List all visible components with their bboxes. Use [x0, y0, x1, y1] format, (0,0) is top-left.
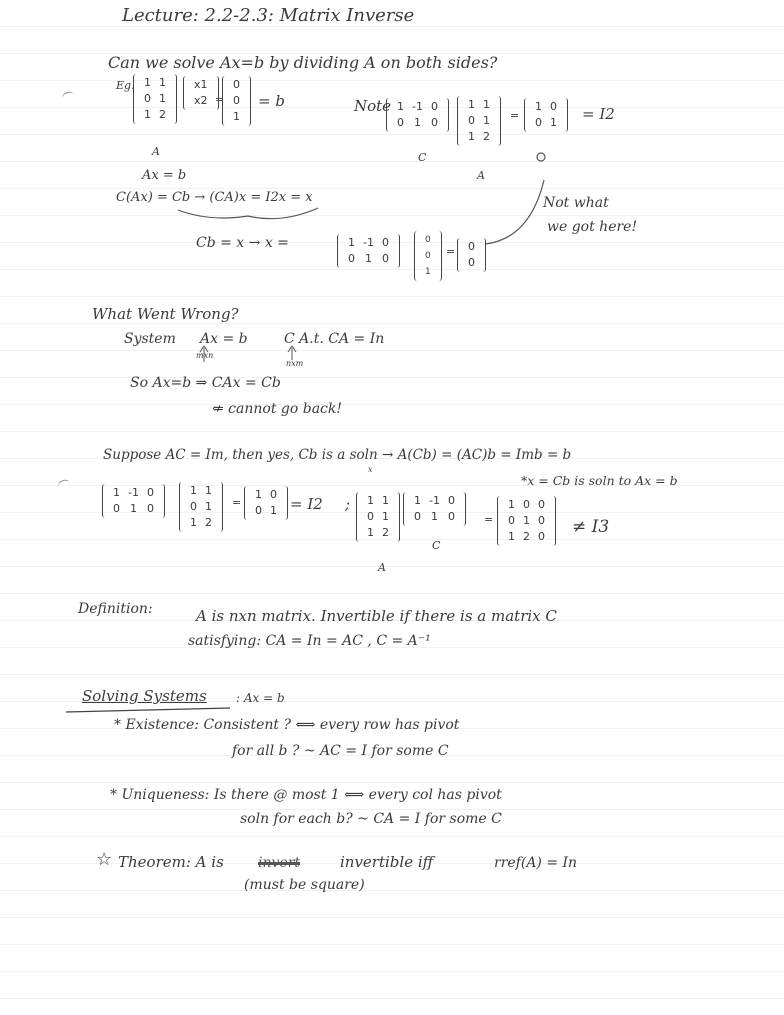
matrix-cell: x1	[194, 78, 208, 91]
matrix-cell: 1	[205, 484, 212, 497]
matrix-cell: 0	[538, 530, 545, 543]
matrix-cell: -1	[429, 494, 440, 507]
existence-line-2: for all b ? ~ AC = I for some C	[232, 743, 449, 759]
matrix-cell: 1	[414, 494, 421, 507]
theorem-line-a: Theorem: A is	[118, 853, 224, 871]
x-under-mark: x	[368, 465, 373, 474]
uniqueness-line-2: soln for each b? ~ CA = I for some C	[240, 811, 502, 827]
lecture-title: Lecture: 2.2-2.3: Matrix Inverse	[122, 5, 415, 26]
matrix-cell: 2	[523, 530, 530, 543]
matrix-cell: 2	[483, 130, 490, 143]
so-line: So Ax=b ⇒ CAx = Cb	[130, 375, 281, 391]
mxn-label: mxn	[196, 351, 214, 360]
matrix-cell: 1	[550, 116, 557, 129]
matrix-cell: 0	[538, 498, 545, 511]
star-soln-line: *x = Cb is soln to Ax = b	[521, 473, 678, 488]
matrix-cell: 1	[508, 498, 515, 511]
matrix-cell: 2	[382, 526, 389, 539]
equals-sign-3: =	[232, 496, 242, 509]
we-got-here-text: we got here!	[547, 219, 638, 235]
matrix-cell: 0	[468, 114, 475, 127]
matrix-cell: 1	[382, 494, 389, 507]
matrix-cell: 0	[144, 92, 151, 105]
matrix-cell: 1	[367, 494, 374, 507]
matrix-cell: 0	[523, 498, 530, 511]
equation-line-2: C(Ax) = Cb → (CA)x = I2x = x	[116, 190, 313, 205]
up-arrow-1	[200, 346, 208, 362]
matrix-cell: 2	[205, 516, 212, 529]
eq-I2-3: = I2	[290, 495, 323, 513]
matrix-cell: 1	[159, 76, 166, 89]
matrix-cell: 1	[144, 108, 151, 121]
matrix-cell: 0	[233, 78, 240, 91]
system-ax-b: Ax = b	[200, 331, 248, 347]
equation-line-3: Cb = x → x =	[196, 235, 289, 251]
matrix-cell: 1	[382, 510, 389, 523]
matrix-cell: 2	[159, 108, 166, 121]
existence-line-1: * Existence: Consistent ? ⟺ every row has pivot	[114, 717, 460, 733]
ca-st-text: C A.t. CA = In	[284, 331, 385, 347]
suppose-line: Suppose AC = Im, then yes, Cb is a soln → A(Cb) = (AC)b = Imb = b	[103, 447, 572, 463]
matrix-cell: 1	[468, 130, 475, 143]
matrix-cell: 0	[146, 486, 154, 499]
matrix-cell: -1	[363, 236, 374, 249]
theorem-strike: invert	[258, 855, 301, 871]
matrix-cell: 1	[159, 92, 166, 105]
equals-sign-cb: =	[446, 245, 456, 258]
matrix-cell: 0	[468, 240, 475, 253]
solving-heading-rest: : Ax = b	[236, 691, 285, 705]
matrix-cell: 1	[367, 526, 374, 539]
matrix-cell: 0	[381, 236, 389, 249]
label-C-note: C	[418, 151, 427, 164]
matrix-cell: 0	[425, 235, 431, 245]
matrix-cell: 1	[190, 516, 197, 529]
semicolon: ;	[345, 495, 351, 513]
definition-line-2: satisfying: CA = In = AC , C = A⁻¹	[188, 633, 431, 649]
definition-label: Definition:	[78, 601, 153, 617]
matrix-cell: 0	[430, 116, 438, 129]
matrix-cell: 0	[113, 502, 120, 515]
matrix-cell: 0	[146, 502, 154, 515]
matrix-cell: 1	[483, 114, 490, 127]
what-went-wrong-heading: What Went Wrong?	[92, 305, 239, 323]
system-label: System	[124, 331, 176, 347]
matrix-cell: 1	[113, 486, 120, 499]
solving-underline	[66, 708, 230, 712]
label-A-3: A	[378, 561, 386, 574]
cannot-go-back: ⇍ cannot go back!	[212, 401, 343, 417]
matrix-cell: 0	[535, 116, 542, 129]
matrix-cell: 1	[508, 530, 515, 543]
note-label: Note	[354, 97, 392, 115]
eq-I2-note: = I2	[582, 105, 615, 123]
matrix-cell: 0	[255, 504, 262, 517]
matrix-cell: 1	[425, 267, 431, 277]
label-A-note: A	[477, 169, 485, 182]
matrix-cell: 1	[144, 76, 151, 89]
matrix-cell: 1	[205, 500, 212, 513]
matrix-cell: 1	[535, 100, 542, 113]
matrix-cell: 0	[414, 510, 421, 523]
matrix-cell: 1	[397, 100, 404, 113]
matrix-cell: 0	[367, 510, 374, 523]
equals-b: = b	[258, 92, 285, 110]
equals-sign: =	[215, 93, 225, 106]
pointer-curve	[486, 180, 544, 244]
matrix-cell: 1	[233, 110, 240, 123]
matrix-cell: 0	[447, 494, 455, 507]
matrix-cell: 0	[270, 488, 277, 501]
matrix-cell: 0	[425, 251, 431, 261]
theorem-line-c: rref(A) = In	[494, 855, 578, 871]
matrix-cell: x2	[194, 94, 208, 107]
matrix-cell: 0	[397, 116, 404, 129]
matrix-cell: -1	[128, 486, 139, 499]
question-line: Can we solve Ax=b by dividing A on both sides?	[108, 53, 498, 72]
matrix-cell: 1	[483, 98, 490, 111]
definition-line-1: A is nxn matrix. Invertible if there is a matrix C	[196, 607, 557, 625]
neq-I3: ≠ I3	[572, 517, 610, 537]
matrix-cell: 0	[430, 100, 438, 113]
equals-sign-note: =	[510, 109, 520, 122]
underbrace	[178, 208, 318, 219]
matrix-cell: 1	[364, 252, 372, 265]
matrix-cell: 1	[523, 514, 530, 527]
matrix-cell: 0	[508, 514, 515, 527]
matrix-cell: 0	[447, 510, 455, 523]
matrix-cell: 0	[538, 514, 545, 527]
nxm-label: nxm	[286, 359, 304, 368]
theorem-line-2: (must be square)	[244, 877, 365, 893]
matrix-cell: 1	[430, 510, 438, 523]
up-arrow-2	[288, 346, 296, 360]
matrix-cell: 1	[468, 98, 475, 111]
matrix-cell: 0	[348, 252, 355, 265]
matrix-cell: 1	[129, 502, 137, 515]
matrix-cell: 0	[381, 252, 389, 265]
matrix-cell: 0	[190, 500, 197, 513]
not-what-text: Not what	[543, 195, 609, 211]
theorem-star-icon: ☆	[96, 849, 113, 870]
matrix-cell: 1	[413, 116, 421, 129]
matrix-cell: 1	[270, 504, 277, 517]
eg-label: Eg.	[116, 79, 135, 92]
matrix-cell: -1	[412, 100, 423, 113]
matrix-cell: 1	[255, 488, 262, 501]
equation-line-1: Ax = b	[142, 168, 187, 183]
label-A: A	[152, 145, 160, 158]
matrix-cell: 1	[348, 236, 355, 249]
pointer-dot	[537, 153, 545, 161]
theorem-line-b: invertible iff	[340, 853, 434, 871]
matrix-cell: 0	[550, 100, 557, 113]
label-C-3: C	[432, 539, 441, 552]
matrix-cell: 0	[468, 256, 475, 269]
matrix-cell: 1	[190, 484, 197, 497]
solving-heading: Solving Systems	[82, 687, 207, 705]
matrix-cell: 0	[233, 94, 240, 107]
uniqueness-line-1: * Uniqueness: Is there @ most 1 ⟺ every col has pivot	[110, 787, 502, 803]
equals-sign-3b: =	[484, 513, 494, 526]
